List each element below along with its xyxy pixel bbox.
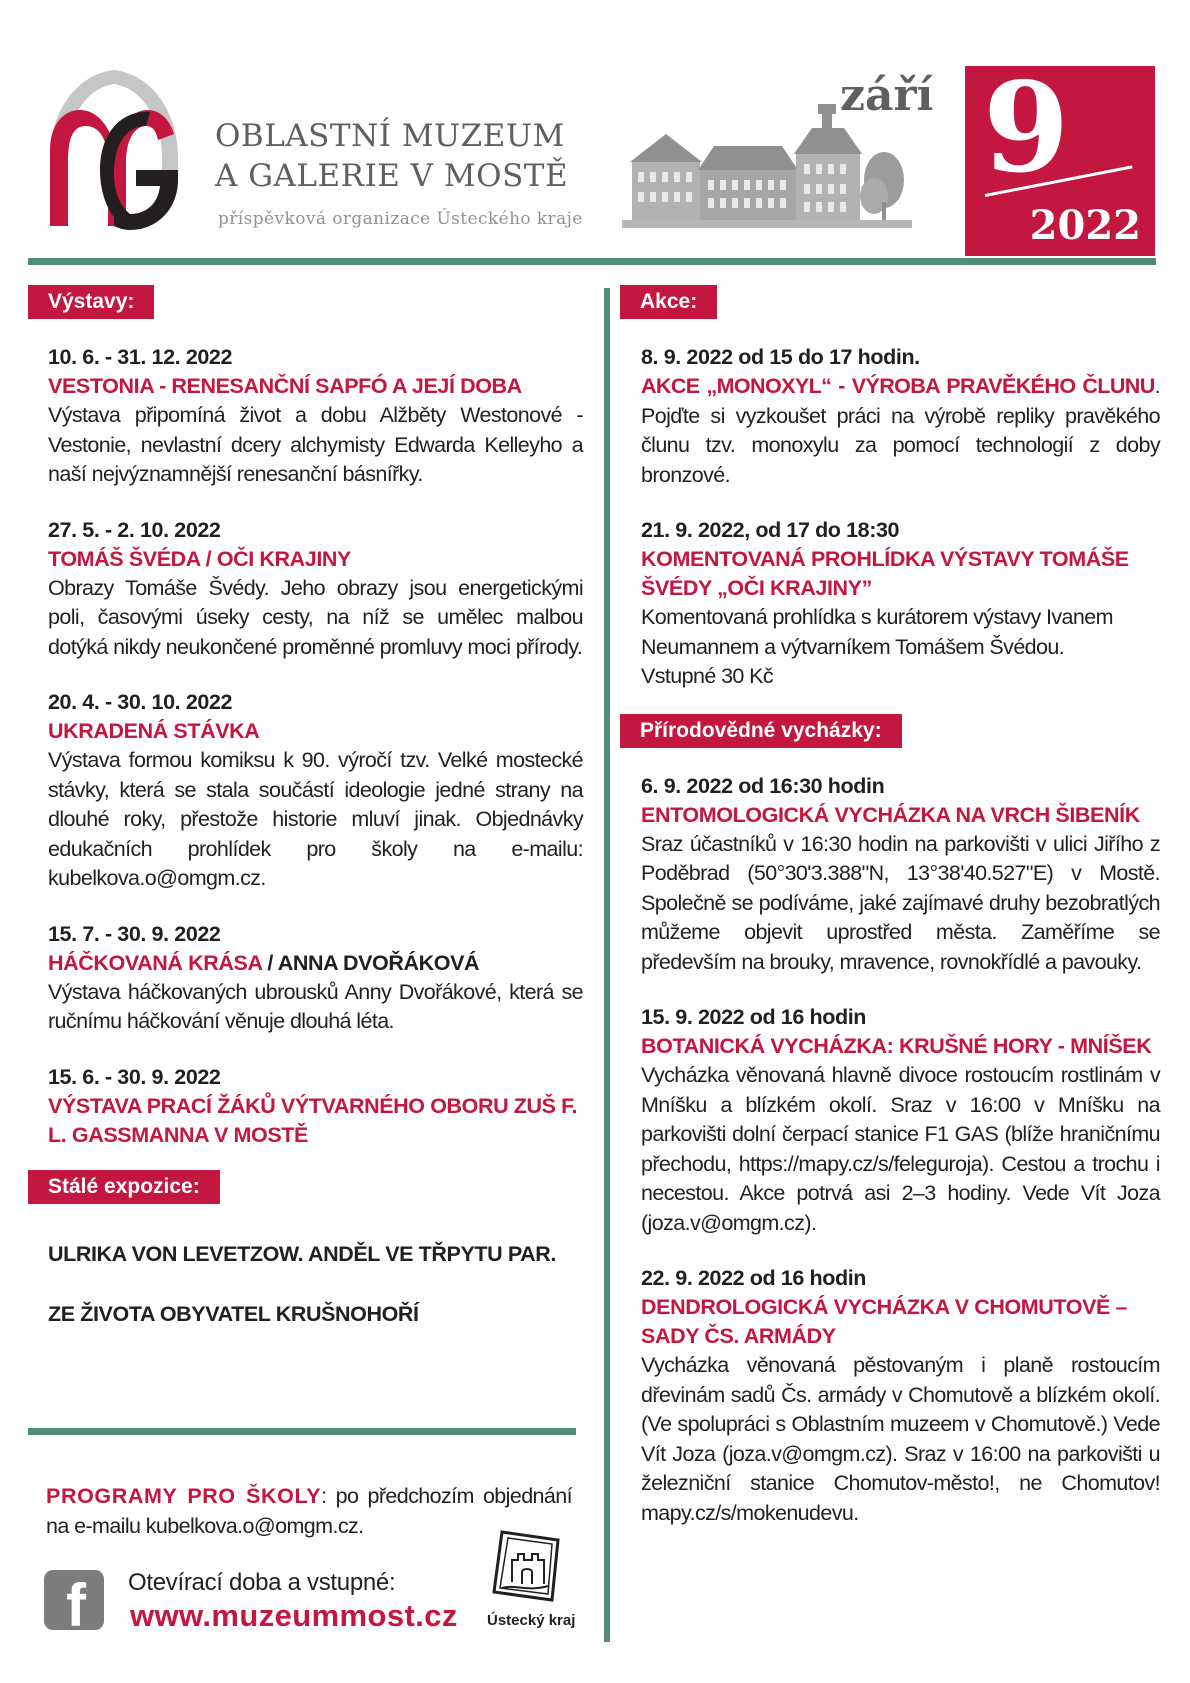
exhibition-description: Výstava připomíná život a dobu Alžběty Westonové - Vestonie, nevlastní dcery alchymisty Edwarda Kelleyho a naší nejvýznamnější renesanční básnířky. xyxy=(48,403,583,486)
event-title-and-description xyxy=(641,372,1160,490)
walk-entry xyxy=(620,772,1160,978)
event-entry xyxy=(620,343,1160,490)
permanent-exhibition: ZE ŽIVOTA OBYVATEL KRUŠNOHOŘÍ xyxy=(48,1301,419,1326)
org-name-line2: A GALERIE V MOSTĚ xyxy=(215,158,569,194)
left-footer-divider xyxy=(28,1428,576,1435)
org-name xyxy=(215,116,585,196)
exhibition-title: VÝSTAVA PRACÍ ŽÁKŮ VÝTVARNÉHO OBORU ZUŠ F. L. GASSMANNA V MOSTĚ xyxy=(48,1093,578,1147)
event-admission: Vstupné 30 Kč xyxy=(641,664,774,688)
school-programs-text: : po předchozím objednání na e-mailu kubelkova.o@omgm.cz. xyxy=(46,1484,572,1538)
walk-title: DENDROLOGICKÁ VYCHÁZKA V CHOMUTOVĚ – SADY ČS. ARMÁDY xyxy=(641,1295,1128,1348)
exhibition-entry xyxy=(28,688,583,894)
event-title: AKCE „MONOXYL“ - VÝROBA PRAVĚKÉHO ČLUNU xyxy=(641,374,1155,398)
column-divider xyxy=(604,288,610,1642)
walk-description: Vycházka věnovaná pěstovaným i planě rostoucím dřevinám sadů Čs. armády v Chomutově a blízkém okolí. (Ve spolupráci s Oblastním muzeem v Chomutově.) Vede Vít Joza (joza.v@omgm.cz). Sraz v 16:00 na parkovišti u železniční stanice Chomutov-město!, ne Chomutov! mapy.cz/s/mokenudevu. xyxy=(641,1353,1160,1525)
exhibition-title: VESTONIA - RENESANČNÍ SAPFÓ A JEJÍ DOBA xyxy=(48,374,522,398)
left-column xyxy=(28,285,583,1329)
section-tag-vystavy: Výstavy: xyxy=(28,285,154,319)
walk-description: Vycházka věnovaná hlavně divoce rostoucím rostlinám v Mníšku a blízkém okolí. Sraz v 16:00 v Mníšku na parkovišti dolní čerpací stanice F1 GAS (blíže hraničnímu přechodu, https://mapy.cz/s/feleguroja). Cestou a trochu i necestou. Akce potrvá asi 2–3 hodiny. Vede Vít Joza (joza.v@omgm.cz). xyxy=(641,1063,1160,1235)
issue-date-box xyxy=(965,56,1155,256)
header-divider xyxy=(28,258,1156,265)
event-description: Komentovaná prohlídka s kurátorem výstavy Ivanem Neumannem a výtvarníkem Tomášem Švédou. xyxy=(641,605,1113,659)
exhibition-dates: 15. 7. - 30. 9. 2022 xyxy=(48,921,221,946)
walk-title: ENTOMOLOGICKÁ VYCHÁZKA NA VRCH ŠIBENÍK xyxy=(641,802,1140,827)
walk-entry xyxy=(620,1264,1160,1528)
walk-dates: 22. 9. 2022 od 16 hodin xyxy=(641,1266,867,1290)
opening-hours-label: Otevírací doba a vstupné: xyxy=(128,1569,396,1596)
org-subtitle: příspěvková organizace Ústeckého kraje xyxy=(218,209,583,229)
section-tag-vychazky: Přírodovědné vycházky: xyxy=(620,714,902,748)
exhibition-dates: 10. 6. - 31. 12. 2022 xyxy=(48,345,233,369)
exhibition-description: Výstava formou komiksu k 90. výročí tzv. Velké mostecké stávky, která se stala součástí ideologie jedné strany na dlouhé roky, přestože historie mluví jinak. Objednávky edukačních prohlídek pro školy na e-mailu: kubelkova.o@omgm.cz. xyxy=(48,748,583,890)
exhibition-dates: 27. 5. - 2. 10. 2022 xyxy=(48,517,221,542)
ustecky-kraj-logo xyxy=(488,1526,568,1606)
ustecky-kraj-label: Ústecký kraj xyxy=(487,1612,576,1629)
right-column xyxy=(620,285,1160,1554)
header xyxy=(0,0,1190,262)
walk-entry xyxy=(620,1003,1160,1238)
event-title: KOMENTOVANÁ PROHLÍDKA VÝSTAVY TOMÁŠE ŠVÉDY „OČI KRAJINY” xyxy=(641,547,1129,600)
section-tag-akce: Akce: xyxy=(620,285,717,319)
org-name-line1: OBLASTNÍ MUZEUM xyxy=(215,118,565,154)
facebook-glyph: f xyxy=(66,1572,86,1630)
facebook-icon[interactable] xyxy=(44,1570,104,1630)
exhibition-entry xyxy=(28,516,583,663)
exhibition-title-author: / ANNA DVOŘÁKOVÁ xyxy=(261,950,480,975)
walk-dates: 6. 9. 2022 od 16:30 hodin xyxy=(641,773,885,798)
museum-logo xyxy=(44,66,184,230)
walk-dates: 15. 9. 2022 od 16 hodin xyxy=(641,1005,867,1029)
section-tag-stale-expozice: Stálé expozice: xyxy=(28,1170,220,1204)
event-dates: 21. 9. 2022, od 17 do 18:30 xyxy=(641,518,900,542)
event-entry xyxy=(620,516,1160,692)
walk-description: Sraz účastníků v 16:30 hodin na parkovišti v ulici Jiřího z Poděbrad (50°30'3.388"N, 13°38'40.527"E) v Mostě. Společně se podíváme, jaké zajímavé druhy bezobratlých můžeme objevit uprostřed města. Zaměříme se především na brouky, mravence, rovnokřídlé a pavouky. xyxy=(641,831,1160,974)
exhibition-entry xyxy=(28,920,583,1037)
school-programs-label: PROGRAMY PRO ŠKOLY xyxy=(46,1484,322,1508)
exhibition-dates: 15. 6. - 30. 9. 2022 xyxy=(48,1064,221,1089)
issue-year: 2022 xyxy=(1029,202,1141,249)
event-dates: 8. 9. 2022 od 15 do 17 hodin. xyxy=(641,345,920,369)
issue-month-number: 9 xyxy=(983,56,1070,201)
exhibition-title: UKRADENÁ STÁVKA xyxy=(48,719,260,743)
exhibition-title xyxy=(48,949,583,978)
exhibition-title: TOMÁŠ ŠVÉDA / OČI KRAJINY xyxy=(48,546,351,571)
month-label: září xyxy=(840,70,934,121)
exhibition-description: Výstava háčkovaných ubrousků Anny Dvořákové, která se ručnímu háčkování věnuje dlouhá léta. xyxy=(48,979,583,1033)
event-description: . Pojďte si vyzkoušet práci na výrobě repliky pravěkého člunu tzv. monoxylu za pomocí technologií z doby bronzové. xyxy=(641,374,1160,487)
exhibition-description: Obrazy Tomáše Švédy. Jeho obrazy jsou energetickými poli, časovými úseky cesty, na níž se umělec malbou dotýká nikdy neukončené proměnné promluvy moci přírody. xyxy=(48,575,583,659)
website-link[interactable]: www.muzeummost.cz xyxy=(130,1598,458,1633)
exhibition-dates: 20. 4. - 30. 10. 2022 xyxy=(48,690,233,714)
permanent-exhibition: ULRIKA VON LEVETZOW. ANDĚL VE TŘPYTU PAR. xyxy=(48,1241,556,1266)
walk-title: BOTANICKÁ VYCHÁZKA: KRUŠNÉ HORY - MNÍŠEK xyxy=(641,1034,1152,1058)
exhibition-title-main: HÁČKOVANÁ KRÁSA xyxy=(48,950,262,975)
exhibition-entry xyxy=(28,1063,583,1150)
exhibition-entry xyxy=(28,343,583,490)
